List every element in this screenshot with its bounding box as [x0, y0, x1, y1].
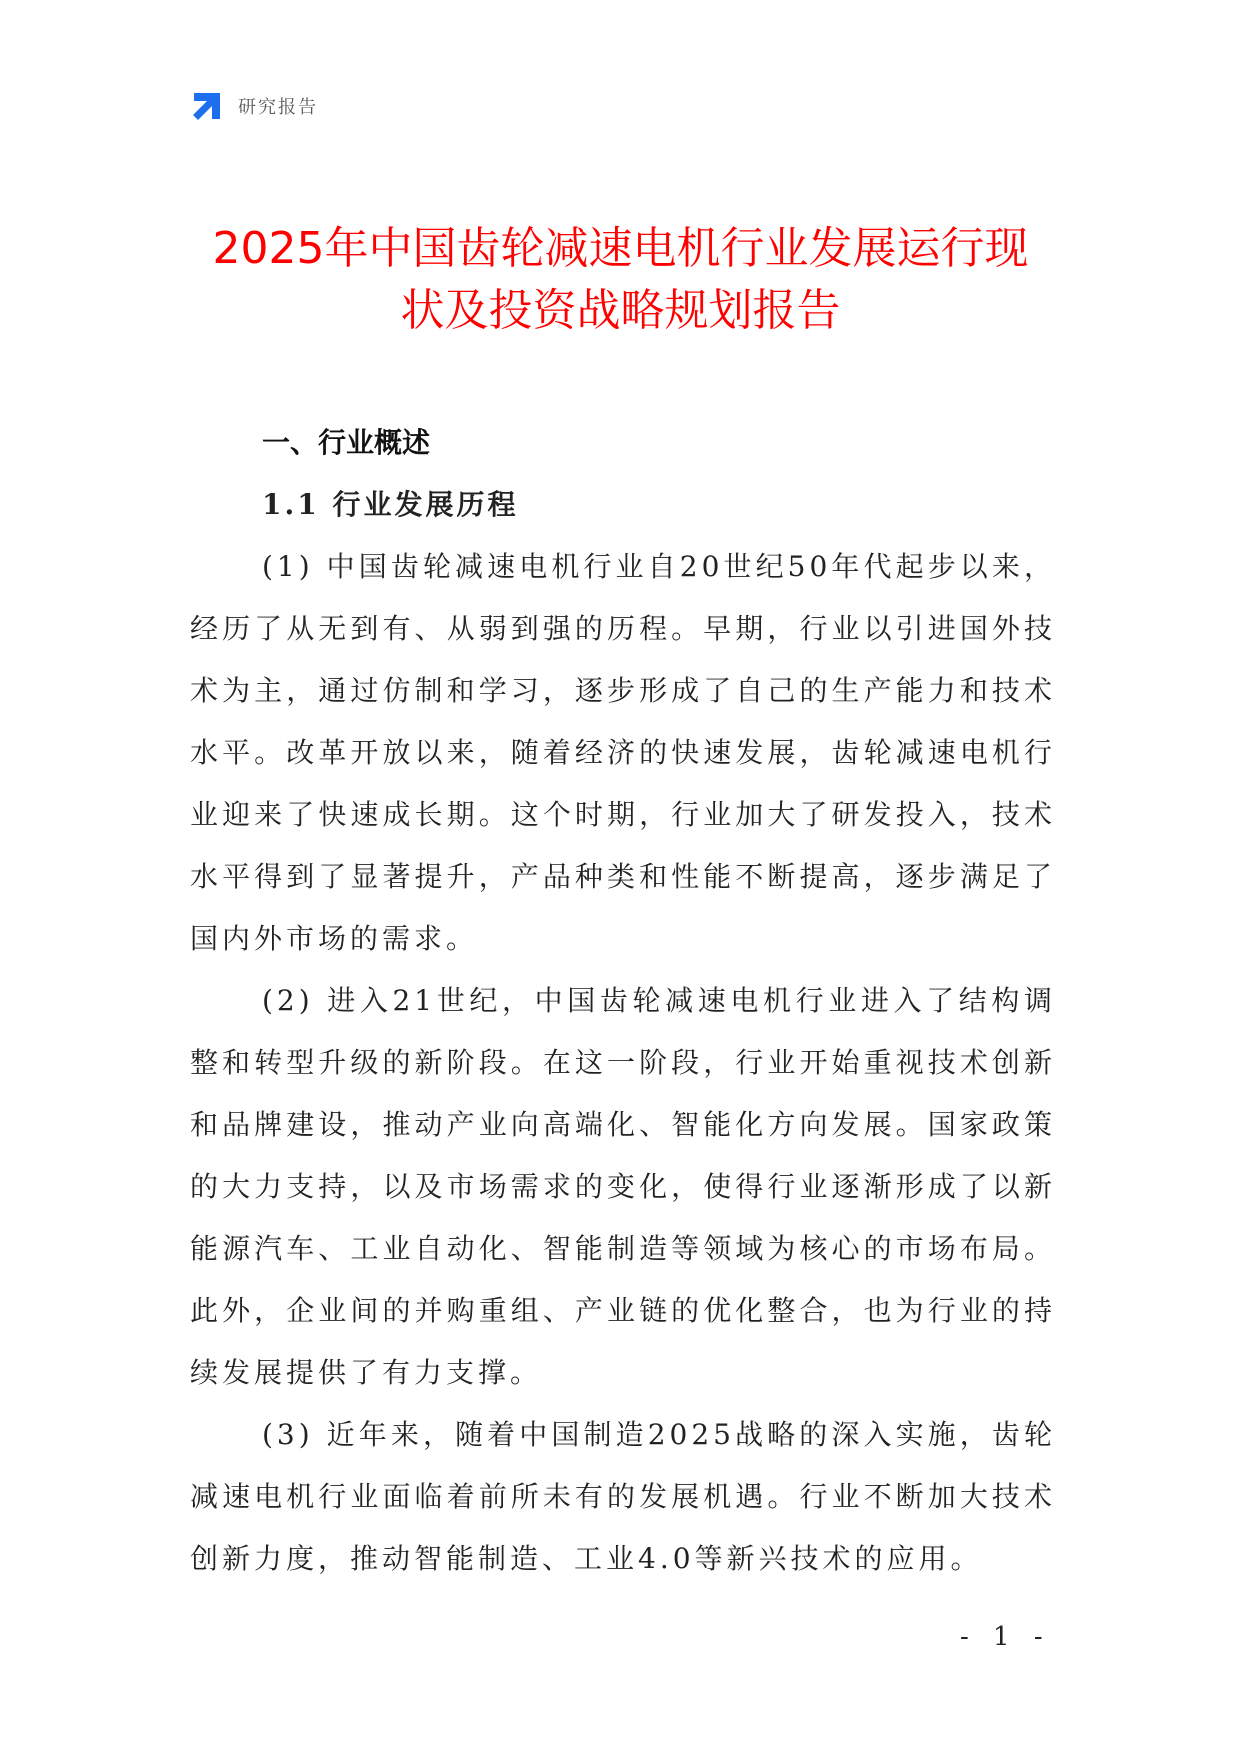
arrow-up-right-icon	[190, 89, 224, 123]
document-body	[190, 412, 1056, 1590]
paragraph: (3) 近年来，随着中国制造2025战略的深入实施，齿轮减速电机行业面临着前所未有的发展机遇。行业不断加大技术创新力度，推动智能制造、工业4.0等新兴技术的应用。	[190, 1418, 1056, 1575]
header-label: 研究报告	[238, 97, 318, 118]
document-title	[160, 218, 1081, 342]
section-heading: 一、行业概述	[262, 426, 431, 459]
title-line-2: 状及投资战略规划报告	[400, 285, 841, 336]
paragraph: (1) 中国齿轮减速电机行业自20世纪50年代起步以来，经历了从无到有、从弱到强的历程。早期，行业以引进国外技术为主，通过仿制和学习，逐步形成了自己的生产能力和技术水平。改革开放以来，随着经济的快速发展，齿轮减速电机行业迎来了快速成长期。这个时期，行业加大了研发投入，技术水平得到了显著提升，产品种类和性能不断提高，逐步满足了国内外市场的需求。	[190, 550, 1056, 955]
title-line-1: 2025年中国齿轮减速电机行业发展运行现	[212, 223, 1029, 274]
paragraph: (2) 进入21世纪，中国齿轮减速电机行业进入了结构调整和转型升级的新阶段。在这一阶段，行业开始重视技术创新和品牌建设，推动产业向高端化、智能化方向发展。国家政策的大力支持，以及市场需求的变化，使得行业逐渐形成了以新能源汽车、工业自动化、智能制造等领域为核心的市场布局。此外，企业间的并购重组、产业链的优化整合，也为行业的持续发展提供了有力支撑。	[190, 984, 1056, 1389]
report-header	[190, 88, 318, 124]
sub-heading: 1.1 行业发展历程	[262, 488, 519, 521]
page-number: - 1 -	[960, 1622, 1051, 1652]
